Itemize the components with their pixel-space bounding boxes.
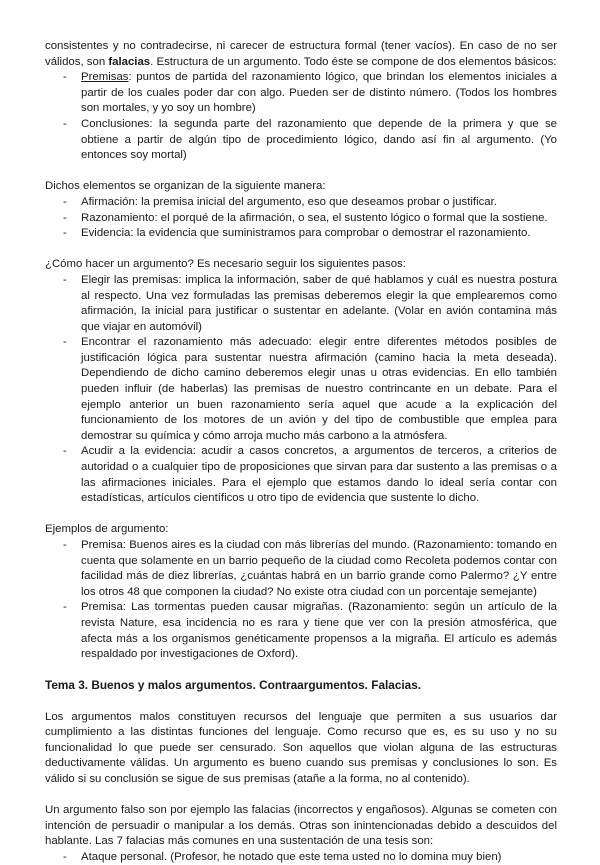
list-item: - Ataque personal. (Profesor, he notado que este tema usted no lo domina muy bien) bbox=[63, 850, 502, 863]
section-paragraph: Los argumentos malos constituyen recursos del lenguaje que permiten a sus usuarios dar cumplimiento a las distintas funciones del lenguaje. Como recurso que es, es su uso y no su funcionalidad lo que puede ser censurado. Son aquellos que violan alguna de las estructuras deductivamente válidas. Un argumento es bueno cuando sus premisas y conclusiones lo son. Es válido si su conclusión se sigue de sus premisas (atañe a la forma, no al contenido). bbox=[45, 710, 557, 785]
steps-heading: ¿Cómo hacer un argumento? Es necesario seguir los siguientes pasos: bbox=[45, 258, 406, 271]
examples-list bbox=[45, 538, 557, 663]
list-item: - Encontrar el razonamiento más adecuado: elegir entre diferentes métodos posibles de justificación lógica para sustentar nuestra afirmación (camino hacia la meta deseada). Dependiendo de dicho camino deberemos elegir unas u otras evidencias. En ello también pueden influir (de haberlas) las premisas de nuestro contrincante en un debate. Para el ejemplo anterior un buen razonamiento sería aquel que acude a la explicación del funcionamiento de los motores de un avión y del tipo de combustible que emplea para demostrar su química y cómo arroja mucho más carbono a la atmósfera. bbox=[63, 336, 557, 442]
steps-list bbox=[45, 273, 557, 507]
section-title: Tema 3. Buenos y malos argumentos. Contraargumentos. Falacias. bbox=[45, 678, 422, 693]
elements-heading: Dichos elementos se organizan de la siguiente manera: bbox=[45, 180, 326, 193]
list-item: - Evidencia: la evidencia que suministramos para comprobar o demostrar el razonamiento. bbox=[63, 227, 531, 240]
list-item: - Razonamiento: el porqué de la afirmación, o sea, el sustento lógico o formal que la sostiene. bbox=[63, 211, 548, 224]
fallacies-list bbox=[45, 850, 557, 865]
intro-list bbox=[45, 70, 557, 164]
elements-list bbox=[45, 195, 557, 242]
intro-paragraph: consistentes y no contradecirse, ni carecer de estructura formal (tener vacíos). En caso de no ser válidos, son falacias. Estructura de un argumento. Todo éste se compone de dos elementos básicos: bbox=[45, 40, 557, 68]
falacias-bold: falacias bbox=[108, 55, 151, 68]
document-page bbox=[45, 39, 557, 865]
list-item: - Conclusiones: la segunda parte del razonamiento que depende de la primera y que se obtiene a partir de algún tipo de procedimiento lógico, dando así fin al argumento. (Yo entonces soy mortal) bbox=[63, 117, 557, 162]
list-item: - Elegir las premisas: implica la información, saber de qué hablamos y cuál es nuestra postura al respecto. Una vez formuladas las premisas deberemos elegir la que emplearemos como afirmación, la inicial para justificar o sustentar en adelante. (Volar en avión contamina más que viajar en automóvil) bbox=[63, 273, 557, 333]
section-paragraph: Un argumento falso son por ejemplo las falacias (incorrectos y engañosos). Algunas se cometen con intención de persuadir o manipular a los demás. Otras son inintencionadas debido a descuidos del hablante. Las 7 falacias más comunes en una sustentación de una tesis son: bbox=[45, 804, 557, 848]
examples-heading: Ejemplos de argumento: bbox=[45, 523, 169, 536]
list-item: - Afirmación: la premisa inicial del argumento, eso que deseamos probar o justificar. bbox=[63, 195, 497, 208]
premisas-label: Premisas bbox=[81, 71, 129, 84]
list-item: - Premisa: Las tormentas pueden causar migrañas. (Razonamiento: según un artículo de la revista Nature, esa incidencia no es rara y tiene que ver con la presión atmosférica, que afecta más a los organismos genéticamente propensos a la migraña. El artículo es además respaldado por investigaciones de Oxford). bbox=[63, 601, 557, 661]
list-item: - Premisa: Buenos aires es la ciudad con más librerías del mundo. (Razonamiento: tomando en cuenta que solamente en un barrio pequeño de la ciudad como Recoleta podemos contar con facilidad más de diez librerías, ¿cuántas habrá en un barrio grande como Palermo? ¿Y entre los otros 48 que componen la ciudad? No existe otra ciudad con un porcentaje semejante) bbox=[63, 539, 557, 598]
list-item: - Acudir a la evidencia: acudir a casos concretos, a argumentos de terceros, a criterios de autoridad o a cualquier tipo de proposiciones que sirvan para dar sustento a las premisas o a las afirmaciones iniciales. Para el ejemplo que estamos dando lo ideal sería contar con estadísticas, artículos científicos u otro tipo de evidencia que sustente lo dicho. bbox=[63, 445, 557, 505]
list-item: - Premisas: puntos de partida del razonamiento lógico, que brindan los elementos iniciales a partir de los cuales poder dar con algo. Pueden ser de distinto número. (Todos los hombres son mortales, y yo soy un hombre) bbox=[63, 71, 557, 115]
